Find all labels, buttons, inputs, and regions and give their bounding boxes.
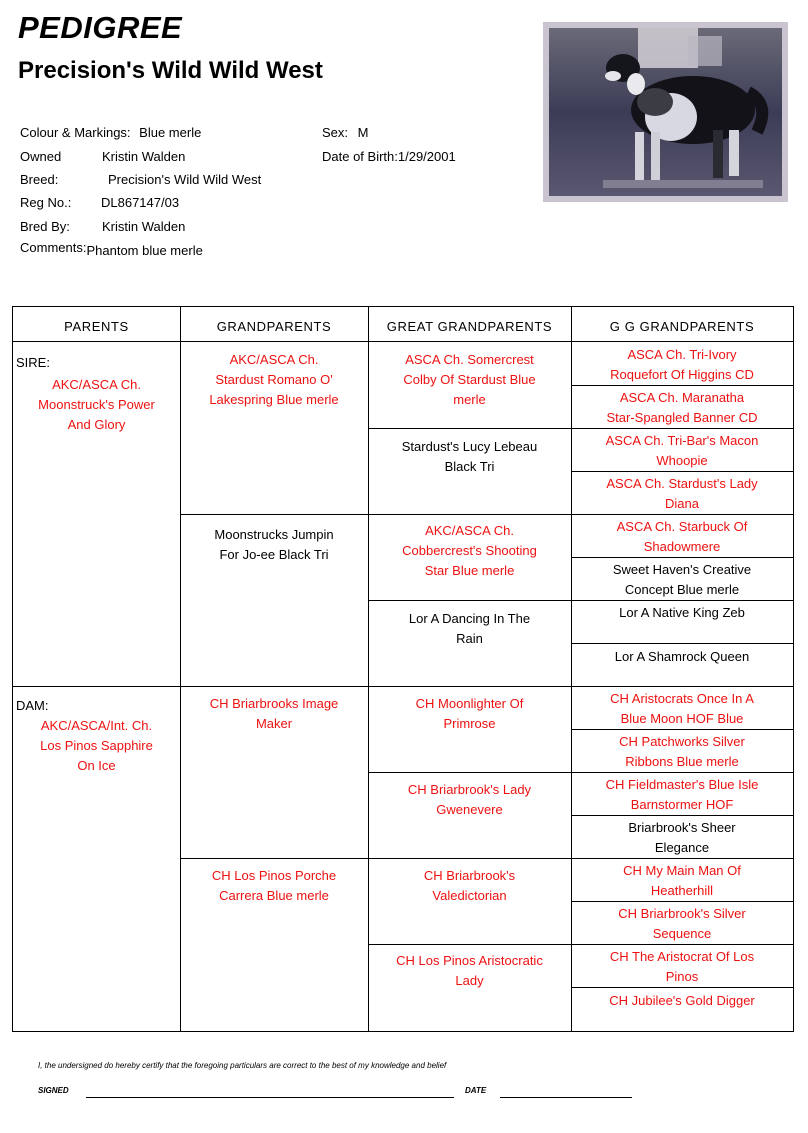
- date-label: DATE: [465, 1086, 487, 1095]
- gg-grandparent-16: CH Jubilee's Gold Digger: [609, 993, 755, 1008]
- bred-label: Bred By:: [20, 219, 70, 234]
- gg-grandparent-15: CH The Aristocrat Of Los Pinos: [609, 949, 755, 984]
- owned-label: Owned: [20, 149, 62, 164]
- signature-line[interactable]: [86, 1097, 454, 1098]
- comments-value: Phantom blue merle: [86, 243, 203, 258]
- colour-row: [20, 125, 201, 140]
- dob-label: Date of Birth:: [322, 149, 398, 164]
- header-gg-grandparents: G G GRANDPARENTS: [609, 319, 755, 334]
- reg-label: Reg No.:: [20, 195, 72, 210]
- grandparent-1: AKC/ASCA Ch. Stardust Romano O' Lakespring Blue merle: [209, 352, 339, 407]
- breed-value: Precision's Wild Wild West: [108, 172, 262, 187]
- header-parents: PARENTS: [64, 319, 129, 334]
- dob-row: [322, 149, 456, 164]
- dog-photo: [543, 22, 788, 202]
- dob-value: 1/29/2001: [397, 149, 456, 164]
- comments-label: Comments:: [20, 240, 87, 255]
- great-grandparent-6: CH Briarbrook's Lady Gwenevere: [407, 782, 532, 817]
- grandparent-2: Moonstrucks Jumpin For Jo-ee Black Tri: [214, 527, 334, 562]
- grandparent-4: CH Los Pinos Porche Carrera Blue merle: [211, 868, 337, 903]
- gg-grandparent-8: Lor A Shamrock Queen: [614, 649, 750, 664]
- sex-label: Sex:: [322, 125, 349, 140]
- great-grandparent-8: CH Los Pinos Aristocratic Lady: [396, 953, 543, 988]
- dam-label: DAM:: [16, 698, 49, 713]
- gg-grandparent-9: CH Aristocrats Once In A Blue Moon HOF Blue: [610, 691, 754, 726]
- gg-grandparent-14: CH Briarbrook's Silver Sequence: [618, 906, 746, 941]
- colour-value: Blue merle: [139, 125, 202, 140]
- gg-grandparent-13: CH My Main Man Of Heatherhill: [623, 863, 741, 898]
- pedigree-table: [12, 306, 794, 1032]
- great-grandparent-2: Stardust's Lucy Lebeau Black Tri: [401, 439, 538, 474]
- header-grandparents: GRANDPARENTS: [216, 319, 332, 334]
- header-great-grandparents: GREAT GRANDPARENTS: [386, 319, 553, 334]
- gg-grandparent-6: Sweet Haven's Creative Concept Blue merle: [612, 562, 752, 597]
- great-grandparent-7: CH Briarbrook's Valedictorian: [423, 868, 516, 903]
- great-grandparent-3: AKC/ASCA Ch. Cobbercrest's Shooting Star Blue merle: [402, 523, 537, 578]
- gg-grandparent-4: ASCA Ch. Stardust's Lady Diana: [606, 476, 758, 511]
- great-grandparent-4: Lor A Dancing In The Rain: [408, 611, 531, 646]
- great-grandparent-1: ASCA Ch. Somercrest Colby Of Stardust Blue merle: [403, 352, 536, 407]
- gg-grandparent-1: ASCA Ch. Tri-Ivory Roquefort Of Higgins CD: [610, 347, 754, 382]
- date-line[interactable]: [500, 1097, 632, 1098]
- reg-value: DL867147/03: [101, 195, 180, 210]
- owned-value: Kristin Walden: [102, 149, 186, 164]
- comments-row: [20, 240, 203, 258]
- gg-grandparent-2: ASCA Ch. Maranatha Star-Spangled Banner CD: [606, 390, 758, 425]
- gg-grandparent-5: ASCA Ch. Starbuck Of Shadowmere: [616, 519, 748, 554]
- sire-name: AKC/ASCA Ch. Moonstruck's Power And Glory: [38, 377, 155, 432]
- gg-grandparent-11: CH Fieldmaster's Blue Isle Barnstormer HOF: [605, 777, 759, 812]
- signed-label: SIGNED: [38, 1086, 69, 1095]
- colour-label: Colour & Markings:: [20, 125, 131, 140]
- sex-value: M: [357, 125, 369, 140]
- bred-value: Kristin Walden: [102, 219, 186, 234]
- gg-grandparent-12: Briarbrook's Sheer Elegance: [628, 820, 736, 855]
- gg-grandparent-7: Lor A Native King Zeb: [619, 605, 745, 620]
- dam-name: AKC/ASCA/Int. Ch. Los Pinos Sapphire On Ice: [40, 718, 153, 773]
- gg-grandparent-10: CH Patchworks Silver Ribbons Blue merle: [619, 734, 745, 769]
- breed-label: Breed:: [20, 172, 59, 187]
- sire-label: SIRE:: [16, 355, 50, 370]
- certification-statement: I, the undersigned do hereby certify that the foregoing particulars are correct to the best of my knowledge and belief: [38, 1061, 447, 1070]
- sex-row: [322, 125, 368, 140]
- page-title: PEDIGREE: [18, 10, 183, 45]
- great-grandparent-5: CH Moonlighter Of Primrose: [415, 696, 524, 731]
- grandparent-3: CH Briarbrooks Image Maker: [209, 696, 339, 731]
- dog-name: Precision's Wild Wild West: [18, 57, 323, 84]
- gg-grandparent-3: ASCA Ch. Tri-Bar's Macon Whoopie: [605, 433, 759, 468]
